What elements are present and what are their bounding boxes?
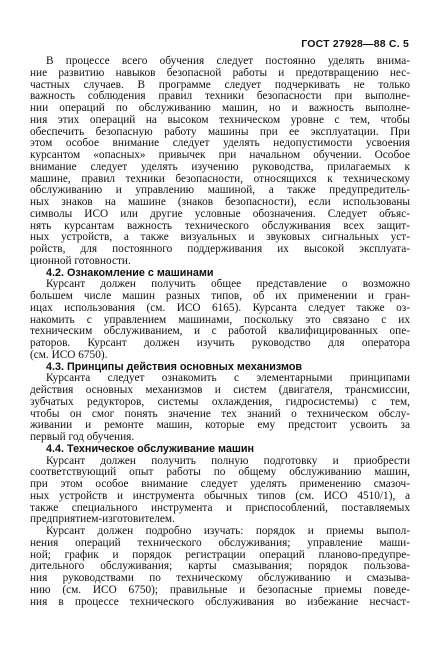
- text-line: действия основных механизмов и систем (двигателя, трансмиссии,: [30, 384, 410, 396]
- text-line: Курсант должен получить общее представление о возможно: [46, 278, 410, 291]
- text-line: при этом особое внимание следует уделять применению смазоч-: [30, 478, 410, 490]
- text-line: ния этих операций на высоком техническом уровне с тем, чтобы: [30, 113, 410, 126]
- text-line: накомить с управлением машинами, поскольку это связано с их: [30, 313, 410, 326]
- text-line: В процессе всего обучения следует постоянно уделять внима-: [46, 55, 410, 67]
- text-line: ной; график и порядок регистрации операций планово-предупре-: [30, 548, 410, 561]
- text-line: (см. ИСО 6750).: [30, 348, 108, 361]
- text-line: зубчатых редукторов, системы охлаждения, гидросистемы) с тем,: [30, 395, 410, 408]
- text-line: дительного обслуживания; карты смазывания; порядок пользова-: [30, 560, 410, 573]
- text-line: раторов. Курсант должен изучить руководство для оператора: [30, 337, 410, 349]
- text-line: ицах использования (см. ИСО 6165). Курсанта следует также оз-: [30, 301, 410, 314]
- text-line: символы ИСО или другие условные обозначения. Следует объяс-: [30, 207, 410, 220]
- text-line: ных знаков на машине (знаков безопасности), если использованы: [30, 196, 410, 208]
- text-line: ционной готовности.: [30, 254, 131, 267]
- text-line: чтобы он смог понять значение тех знаний о техническом обслу-: [30, 407, 410, 420]
- text-line: частных случаев. В программе следует подчеркивать не только: [30, 78, 410, 91]
- text-line: нию (см. ИСО 6750); правильные и безопасные приемы поведе-: [30, 583, 410, 596]
- text-line: обслуживанию и управлению машиной, а также предупредитель-: [30, 184, 410, 197]
- text-line: ных устройств и инструмента обычных типов (см. ИСО 4510/1), а: [30, 489, 410, 502]
- page-header: ГОСТ 27928—88 С. 5: [301, 38, 409, 50]
- text-line: нения операций технического обслуживания; управление маши-: [30, 536, 410, 549]
- text-line: машине, правил техники безопасности, относящихся к техническому: [30, 172, 410, 185]
- text-line: ния в процессе технического обслуживания во избежание несчаст-: [30, 595, 410, 608]
- text-line: также специального инструмента и приспособлений, поставляемых: [30, 501, 410, 514]
- text-line: ние развитию навыков безопасной работы и предотвращению нес-: [30, 66, 410, 79]
- text-line: ройств, для постоянного поддерживания их высокой эксплуата-: [30, 243, 410, 255]
- section-heading: 4.4. Техническое обслуживание машин: [46, 442, 255, 455]
- text-line: нять курсантам важность технического обслуживания всех защит-: [30, 219, 410, 232]
- text-line: Курсант должен получить полную подготовку и приобрести: [46, 454, 410, 467]
- text-line: курсантом «опасных» привычек при начальном обучении. Особое: [30, 149, 410, 161]
- text-line: обеспечить безопасную работу машины при ее эксплуатации. При: [30, 125, 410, 138]
- document-body: [30, 56, 410, 608]
- text-line: внимание следует уделять изучению руководства, прилагаемых к: [30, 160, 410, 173]
- section-heading: 4.3. Принципы действия основных механизмов: [46, 360, 303, 373]
- text-line: техническим обслуживанием, и с работой квалифицированных опе-: [30, 325, 410, 338]
- text-line: предприятием-изготовителем.: [30, 513, 175, 526]
- text-line: большем числе машин разных типов, об их применении и гран-: [30, 290, 410, 302]
- text-line: ных устройств, а также визуальных и звуковых сигнальных уст-: [30, 231, 410, 244]
- text-line: первый год обучения.: [30, 431, 135, 443]
- text-line: этом особое внимание следует уделять недопустимости усвоения: [30, 137, 410, 150]
- text-line: важность соблюдения правил техники безопасности при выполне-: [30, 90, 410, 103]
- text-line: соответствующий опыт работы по общему обслуживанию машин,: [30, 466, 410, 479]
- section-heading: 4.2. Ознакомление с машинами: [46, 266, 214, 279]
- text-line: ния руководствами по техническому обслуживанию и смазыва-: [30, 572, 410, 584]
- text-line: нии операций по обслуживанию машин, но и важность выполне-: [30, 102, 410, 114]
- text-line: Курсанта следует ознакомить с элементарными принципами: [46, 372, 410, 385]
- text-line: живании и ремонте машин, которые ему предстоит усвоить за: [30, 419, 410, 432]
- text-line: Курсант должен подробно изучать: порядок и приемы выпол-: [46, 525, 410, 537]
